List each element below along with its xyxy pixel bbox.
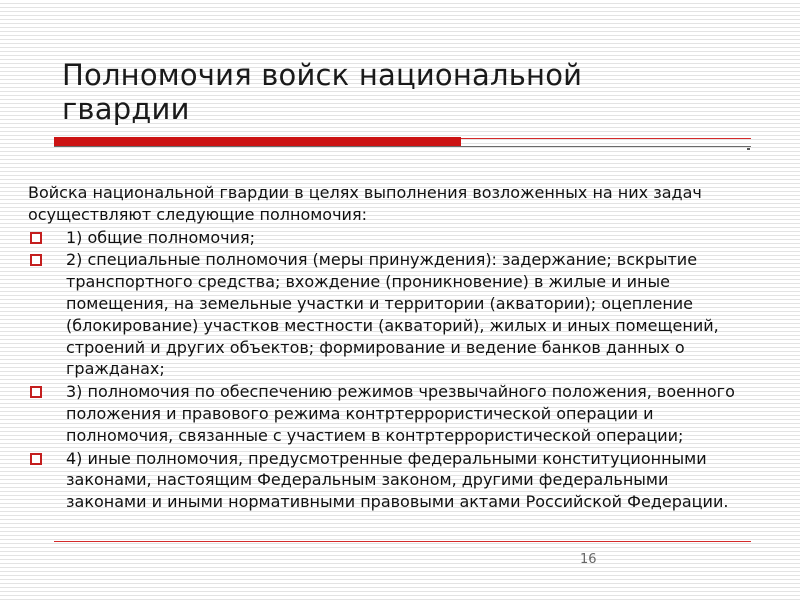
list-item	[28, 249, 748, 380]
list-item-text: 1) общие полномочия;	[66, 227, 256, 247]
square-bullet-icon	[30, 232, 42, 244]
slide-title: Полномочия войск национальной гвардии	[62, 58, 583, 126]
list-item	[28, 448, 748, 513]
list-item	[28, 381, 748, 446]
square-bullet-icon	[30, 254, 42, 266]
intro-text: Войска национальной гвардии в целях выполнения возложенных на них задач осуществляют следующие полномочия:	[28, 183, 702, 224]
page-number: 16	[580, 552, 597, 567]
slide-body	[28, 182, 748, 514]
powers-list	[28, 227, 748, 513]
divider-end-mark	[747, 148, 750, 150]
footer-divider-line	[54, 541, 751, 542]
square-bullet-icon	[30, 453, 42, 465]
title-divider-shadow	[54, 146, 751, 147]
list-item-text: 4) иные полномочия, предусмотренные федеральными конституционными законами, настоящим Федеральным законом, другими федеральными законами и иными нормативными правовыми актами Российской Федерации.	[66, 448, 729, 512]
list-item	[28, 227, 748, 249]
list-item-text: 3) полномочия по обеспечению режимов чрезвычайного положения, военного положения и правового режима контртеррористической операции и полномочия, связанные с участием в контртеррористической операции;	[66, 382, 735, 445]
list-item-text: 2) специальные полномочия (меры принуждения): задержание; вскрытие транспортного средства; вхождение (проникновение) в жилые и иные помещения, на земельные участки и территории (акватории); оцепление (блокирование) участков местности (акваторий), жилых и иных помещений, строений и других объектов; формирование и ведение банков данных о гражданах;	[66, 250, 719, 379]
square-bullet-icon	[30, 386, 42, 398]
